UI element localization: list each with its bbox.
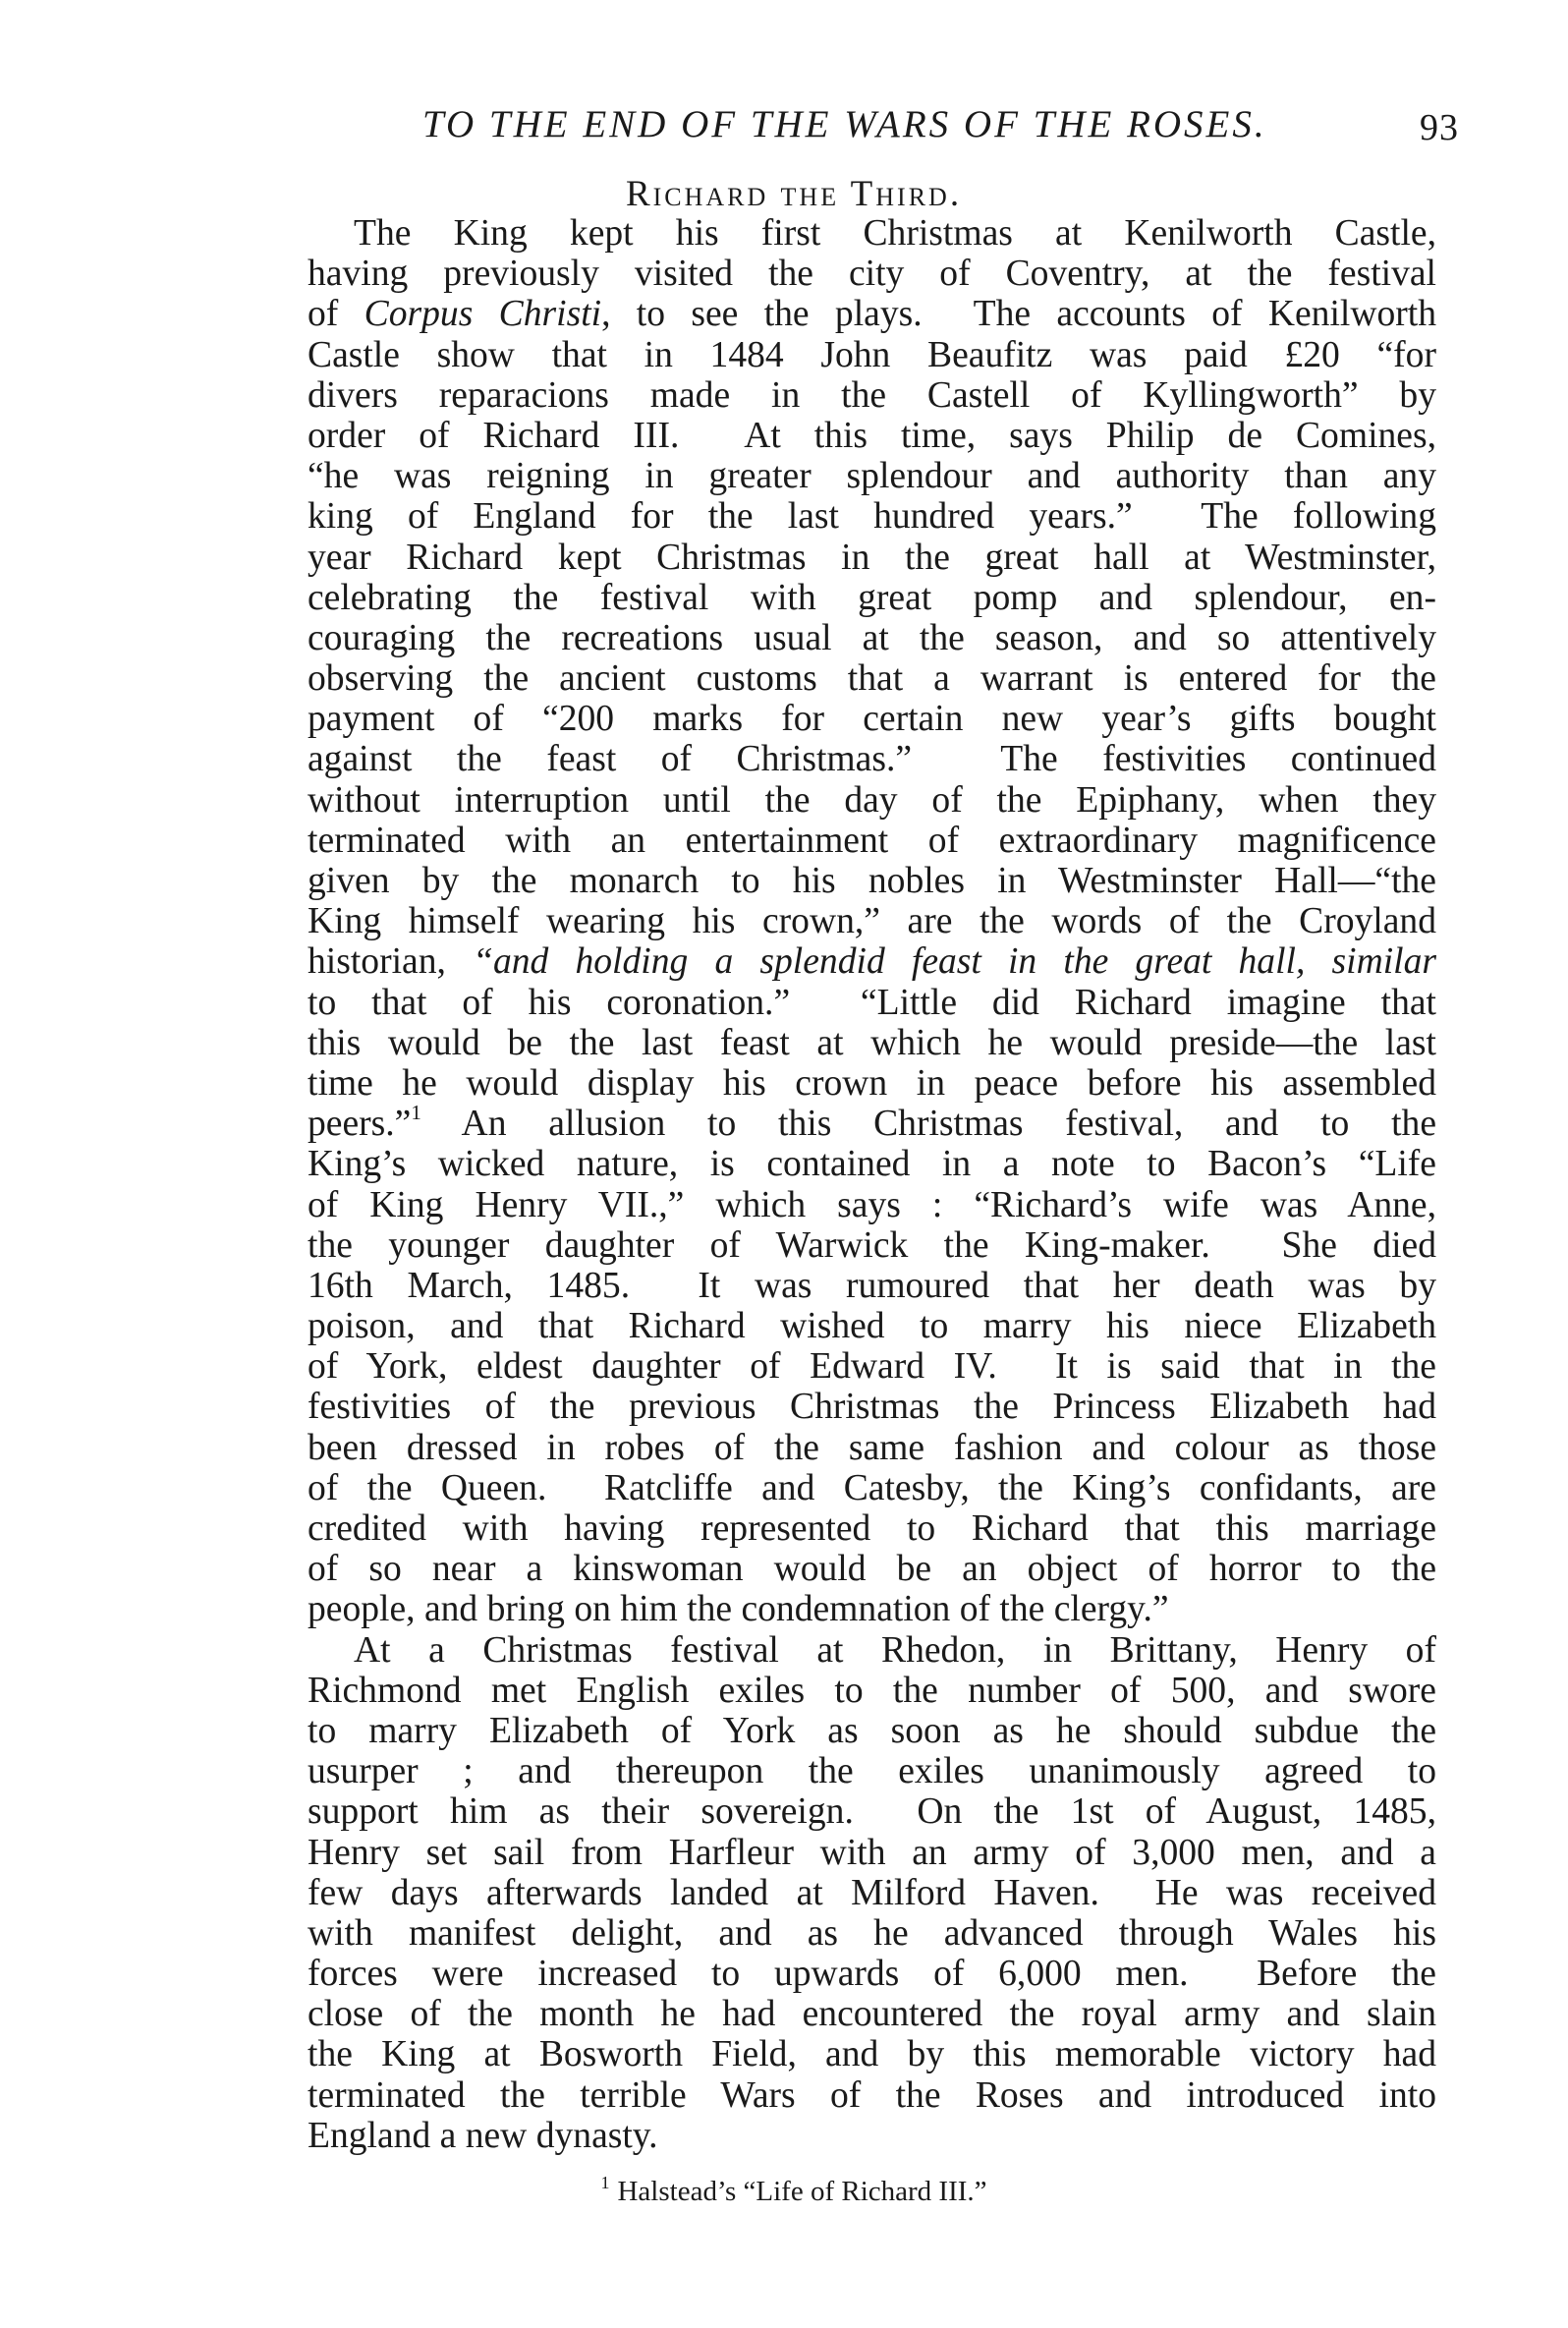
line-text: An allusion to this Christmas festival, and to the xyxy=(420,1104,1436,1145)
line-text: credited with having represented to Richard that this marriage xyxy=(308,1508,1436,1549)
line-text: of King Henry VII.,” which says : “Richard’s wife was Anne, xyxy=(308,1184,1436,1225)
line-text: couraging the recreations usual at the season, and so attentively xyxy=(308,617,1436,658)
text-line xyxy=(308,1185,1436,1225)
line-text: celebrating the festival with great pomp and splendour, en- xyxy=(308,577,1436,618)
text-line xyxy=(308,1387,1436,1427)
line-text: historian, xyxy=(308,941,474,983)
line-text: forces were increased to upwards of 6,000 men. Before the xyxy=(308,1954,1436,1995)
text-line xyxy=(308,618,1436,658)
text-line xyxy=(308,1063,1436,1104)
text-line xyxy=(308,1873,1436,1913)
text-line xyxy=(308,983,1436,1023)
line-text: this would be the last feast at which he would preside—the last xyxy=(308,1022,1436,1063)
line-text: support him as their sovereign. On the 1st of August, 1485, xyxy=(308,1791,1436,1833)
line-text: The King kept his first Christmas at Kenilworth Castle, xyxy=(354,213,1436,254)
text-line xyxy=(308,1428,1436,1468)
line-text: , to see the plays. The accounts of Kenilworth xyxy=(601,294,1436,335)
line-text: Richmond met English exiles to the number of 500, and swore xyxy=(308,1670,1436,1711)
text-line xyxy=(308,1833,1436,1873)
text-line xyxy=(308,1671,1436,1711)
text-line xyxy=(308,538,1436,578)
footnote-reference: 1 xyxy=(411,1104,421,1125)
line-text: terminated with an entertainment of extraordinary magnificence xyxy=(308,820,1436,861)
italic-text: “and holding a splendid feast in the great hall, similar xyxy=(473,941,1436,983)
line-text: of the Queen. Ratcliffe and Catesby, the King’s confidants, are xyxy=(308,1467,1436,1508)
line-text: 16th March, 1485. It was rumoured that her death was by xyxy=(308,1265,1436,1306)
line-text: Castle show that in 1484 John Beaufitz was paid £20 “for xyxy=(308,334,1436,375)
section-heading: Richard the Third. xyxy=(625,174,963,214)
footnote-marker: 1 xyxy=(600,2173,610,2192)
text-line xyxy=(308,1468,1436,1508)
line-text: to marry Elizabeth of York as soon as he should subdue the xyxy=(308,1710,1436,1751)
text-line xyxy=(308,658,1436,699)
text-line xyxy=(308,1104,1436,1144)
line-text: order of Richard III. At this time, says Philip de Comines, xyxy=(308,415,1436,456)
text-line xyxy=(308,578,1436,618)
text-line xyxy=(308,2034,1436,2074)
line-text: usurper ; and thereupon the exiles unanimously agreed to xyxy=(308,1751,1436,1792)
text-line xyxy=(308,1791,1436,1832)
text-line xyxy=(308,1630,1436,1671)
line-text: of so near a kinswoman would be an object of horror to the xyxy=(308,1549,1436,1590)
line-text: terminated the terrible Wars of the Roses and introduced into xyxy=(308,2074,1436,2116)
text-line xyxy=(308,1346,1436,1387)
line-text: poison, and that Richard wished to marry his niece Elizabeth xyxy=(308,1306,1436,1347)
text-line xyxy=(308,213,1436,254)
text-line xyxy=(308,294,1436,334)
line-text: given by the monarch to his nobles in Westminster Hall—“the xyxy=(308,861,1436,901)
text-line xyxy=(308,1225,1436,1266)
line-text: At a Christmas festival at Rhedon, in Brittany, Henry of xyxy=(354,1629,1436,1671)
line-text: been dressed in robes of the same fashion and colour as those xyxy=(308,1427,1436,1468)
line-text: peers.” xyxy=(308,1104,412,1145)
line-text: time he would display his crown in peace before his assembled xyxy=(308,1062,1436,1104)
line-text: without interruption until the day of the Epiphany, when they xyxy=(308,779,1436,821)
line-text: to that of his coronation.” “Little did Richard imagine that xyxy=(308,982,1436,1023)
text-line xyxy=(308,2075,1436,2116)
text-line xyxy=(308,1306,1436,1346)
text-line xyxy=(308,1508,1436,1549)
line-text: people, and bring on him the condemnation of the clergy.” xyxy=(308,1589,1169,1630)
text-line xyxy=(308,1954,1436,1994)
footnote xyxy=(0,2173,1568,2208)
text-line xyxy=(308,1711,1436,1751)
line-text: King himself wearing his crown,” are the words of the Croyland xyxy=(308,901,1436,942)
text-line xyxy=(308,375,1436,416)
running-title: TO THE END OF THE WARS OF THE ROSES. xyxy=(422,103,1267,145)
text-line xyxy=(308,941,1436,982)
line-text: festivities of the previous Christmas the Princess Elizabeth had xyxy=(308,1387,1436,1428)
text-line xyxy=(308,1994,1436,2034)
line-text: few days afterwards landed at Milford Haven. He was received xyxy=(308,1872,1436,1913)
text-line xyxy=(308,416,1436,456)
line-text: the King at Bosworth Field, and by this memorable victory had xyxy=(308,2034,1436,2075)
line-text: close of the month he had encountered the royal army and slain xyxy=(308,1994,1436,2035)
line-text: with manifest delight, and as he advanced through Wales his xyxy=(308,1912,1436,1954)
text-line xyxy=(308,456,1436,496)
text-line xyxy=(308,335,1436,375)
line-text: year Richard kept Christmas in the great hall at Westminster, xyxy=(308,537,1436,578)
line-text: of York, eldest daughter of Edward IV. It is said that in the xyxy=(308,1346,1436,1388)
text-line xyxy=(308,2116,1436,2156)
text-line xyxy=(308,901,1436,941)
line-text: payment of “200 marks for certain new year’s gifts bought xyxy=(308,699,1436,740)
line-text: of xyxy=(308,294,364,335)
line-text: Henry set sail from Harfleur with an army of 3,000 men, and a xyxy=(308,1832,1436,1873)
text-line xyxy=(308,1144,1436,1184)
running-head xyxy=(422,102,1459,161)
text-line xyxy=(308,739,1436,779)
text-line xyxy=(308,821,1436,861)
text-line xyxy=(308,254,1436,294)
body-text xyxy=(308,213,1436,2156)
text-line xyxy=(308,1023,1436,1063)
italic-text: Corpus Christi xyxy=(364,294,602,335)
page-number: 93 xyxy=(1420,107,1459,148)
text-line xyxy=(308,1589,1436,1629)
line-text: king of England for the last hundred years.” The following xyxy=(308,496,1436,538)
text-line xyxy=(308,496,1436,537)
footnote-text: Halstead’s “Life of Richard III.” xyxy=(617,2176,987,2207)
line-text: the younger daughter of Warwick the King-maker. She died xyxy=(308,1224,1436,1266)
text-line xyxy=(308,699,1436,739)
text-line xyxy=(308,1751,1436,1791)
line-text: divers reparacions made in the Castell of Kyllingworth” by xyxy=(308,374,1436,416)
line-text: England a new dynasty. xyxy=(308,2115,658,2156)
text-line xyxy=(308,780,1436,821)
text-line xyxy=(308,861,1436,901)
line-text: King’s wicked nature, is contained in a note to Bacon’s “Life xyxy=(308,1144,1436,1185)
line-text: observing the ancient customs that a warrant is entered for the xyxy=(308,658,1436,700)
line-text: against the feast of Christmas.” The festivities continued xyxy=(308,739,1436,780)
text-line xyxy=(308,1913,1436,1954)
line-text: “he was reigning in greater splendour and authority than any xyxy=(308,456,1436,497)
text-line xyxy=(308,1266,1436,1306)
text-line xyxy=(308,1549,1436,1589)
line-text: having previously visited the city of Coventry, at the festival xyxy=(308,254,1436,295)
